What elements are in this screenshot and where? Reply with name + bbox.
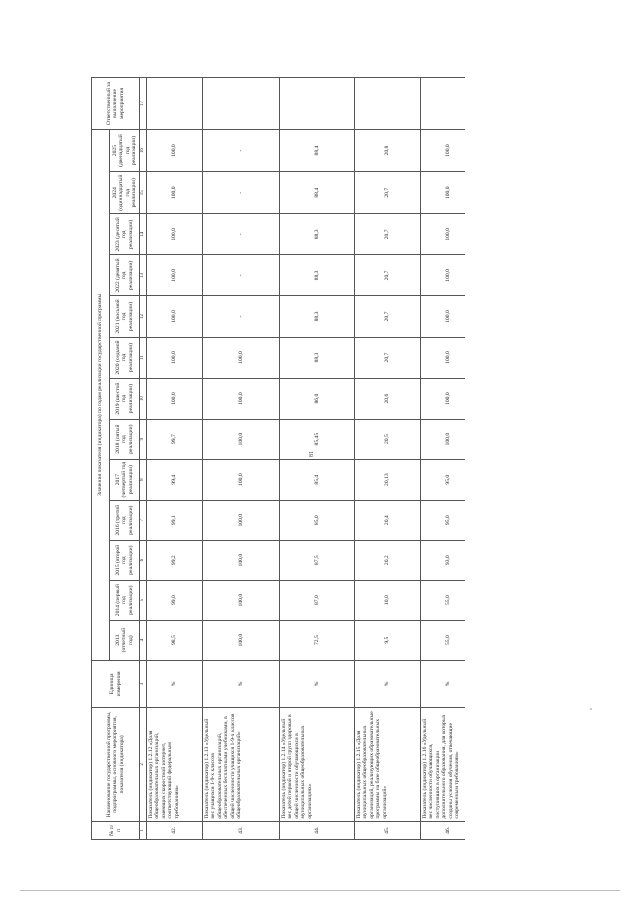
value-cell [421,78,466,130]
value-cell: 86,0 [280,378,355,419]
value-cell: - [203,129,280,171]
value-cell: 100,0 [147,378,203,419]
value-cell [355,78,421,130]
column-index: 16 [140,129,147,171]
year-header: 2016 (третий год реализации) [110,500,140,540]
value-cell: 88,4 [280,172,355,214]
value-cell: 10,0 [355,580,421,620]
value-cell: 100,0 [421,172,466,214]
value-cell: 20,7 [355,214,421,255]
value-cell: 99,2 [147,540,203,580]
value-cell: 100,0 [203,459,280,500]
year-header: 2019 (шестой год реализации) [110,378,140,419]
value-cell: 20,7 [355,337,421,378]
year-header: 2021 (восьмой год реализации) [110,296,140,337]
year-header: 2017 (четвертый год реализации) [110,459,140,500]
unit-cell: % [280,660,355,708]
value-cell: 55,0 [421,620,466,660]
unit-cell: % [421,660,466,708]
value-cell: - [203,296,280,337]
value-cell: 100,0 [147,172,203,214]
value-cell: 9,5 [355,620,421,660]
table-row [147,78,203,840]
year-header: 2018 (пятый год реализации) [110,419,140,459]
value-cell: 20,8 [355,129,421,171]
value-cell: 100,0 [421,337,466,378]
table-row [203,78,280,840]
row-number: 42. [147,821,203,839]
column-header: Ответственный за выполнение мероприятия [92,78,140,130]
value-cell: 20,7 [355,172,421,214]
value-cell: 20,5 [355,419,421,459]
table-row [355,78,421,840]
column-header: Единица измерения [92,660,140,708]
column-index: 14 [140,214,147,255]
column-index: 4 [140,620,147,660]
indicator-name: Показатель (индикатор) 1.2.16 «Удельный вес численности обучающихся, поступивших в организации дополнительного образования, для которых созданы условия обучения, отвечающие современным требованиям» [421,708,466,821]
value-cell: 85,0 [280,500,355,540]
bottom-rule [20,890,620,891]
value-cell: 100,0 [147,214,203,255]
value-cell: 100,0 [421,378,466,419]
value-cell: 99,0 [147,580,203,620]
value-cell: 20,6 [355,378,421,419]
value-cell: 100,0 [203,378,280,419]
year-header: 2014 (первый год реализации) [110,580,140,620]
page-number: 81 [309,451,315,457]
value-cell: 20,2 [355,540,421,580]
value-cell [147,78,203,130]
column-index: 5 [140,580,147,620]
unit-cell: % [355,660,421,708]
value-cell: 100,0 [421,129,466,171]
value-cell: 85,45 [280,419,355,459]
value-cell: 100,0 [203,540,280,580]
column-index: 12 [140,296,147,337]
value-cell: 72,5 [280,620,355,660]
indicator-table [91,77,465,840]
value-cell: 100,0 [147,296,203,337]
row-number: 46. [421,821,466,839]
indicator-name: Показатель (индикатор) 1.2.13 «Удельный вес учащихся 1-9-х классов общеобразовательных организаций, обеспеченных бесплатными учебниками, в общей численности учащихся 1-9-х классов общеобразовательных организаций» [203,708,280,821]
value-cell: - [203,172,280,214]
value-cell: 88,3 [280,255,355,296]
value-cell: 100,0 [203,580,280,620]
value-cell: 100,0 [203,419,280,459]
column-index: 10 [140,378,147,419]
column-index: 7 [140,500,147,540]
year-header: 2025 (двенадцатый год реализации) [110,129,140,171]
value-cell: 98,5 [147,620,203,660]
value-cell: 100,0 [203,620,280,660]
value-cell: 95,0 [421,500,466,540]
value-cell: 88,3 [280,296,355,337]
indicator-name: Показатель (индикатор) 1.2.12 «Доля общеобразовательных организаций, имеющих скоростной интернет, соответствующий федеральным требованиям» [147,708,203,821]
value-cell: 87,0 [280,580,355,620]
value-cell: 87,5 [280,540,355,580]
column-index: 15 [140,172,147,214]
value-cell: 93,0 [421,540,466,580]
value-cell: 20,7 [355,296,421,337]
column-index: 17 [140,78,147,130]
column-index: 13 [140,255,147,296]
unit-cell: % [203,660,280,708]
value-cell: 95,0 [421,459,466,500]
value-cell: 100,0 [421,296,466,337]
group-header: Значения показателя (индикатора) по годам реализации государственной программы [92,129,110,660]
value-cell [203,78,280,130]
column-index: 8 [140,459,147,500]
value-cell: 85,4 [280,459,355,500]
indicator-name: Показатель (индикатор) 1.2.14 «Удельный вес детей первой и второй групп здоровья в общей численности обучающихся в муниципальных общеобразовательных организациях» [280,708,355,821]
column-index: 6 [140,540,147,580]
column-index: 1 [140,821,147,839]
value-cell: 100,0 [421,214,466,255]
year-header: 2024 (одиннадцатый год реализации) [110,172,140,214]
column-index: 3 [140,660,147,708]
column-index: 2 [140,708,147,821]
value-cell: - [203,255,280,296]
table-row [421,78,466,840]
indicator-name: Показатель (индикатор) 1.2.15 «Доля муниципальных общеобразовательных организаций, реализующих образовательные программы на базе общеобразовательных организаций» [355,708,421,821]
value-cell: 20,7 [355,255,421,296]
value-cell: 99,1 [147,500,203,540]
value-cell: 100,0 [147,337,203,378]
row-number: 45. [355,821,421,839]
row-number: 44. [280,821,355,839]
column-index: 11 [140,337,147,378]
value-cell: 20,4 [355,500,421,540]
column-header: № п/п [92,821,140,839]
index-row [140,78,147,840]
unit-cell: % [147,660,203,708]
value-cell: 88,3 [280,337,355,378]
year-header: 2015 (второй год реализации) [110,540,140,580]
value-cell: 100,0 [203,500,280,540]
scan-speck [590,708,592,710]
value-cell: - [203,214,280,255]
value-cell: 99,7 [147,419,203,459]
value-cell [280,78,355,130]
year-header: 2020 (седьмой год реализации) [110,337,140,378]
value-cell: 100,0 [421,419,466,459]
value-cell: 100,0 [147,255,203,296]
value-cell: 20,13 [355,459,421,500]
value-cell: 88,4 [280,129,355,171]
table-row [280,78,355,840]
header-row-group [92,78,110,840]
value-cell: 100,0 [203,337,280,378]
row-number: 43. [203,821,280,839]
value-cell: 100,0 [147,129,203,171]
year-header: 2013 (отчетный год) [110,620,140,660]
column-header: Наименование государственной программы, подпрограммы, основного мероприятия, показателя (индикатора) [92,708,140,821]
value-cell: 99,4 [147,459,203,500]
value-cell: 88,3 [280,214,355,255]
table-container [91,77,465,840]
year-header: 2022 (девятый год реализации) [110,255,140,296]
column-index: 9 [140,419,147,459]
value-cell: 55,0 [421,580,466,620]
year-header: 2023 (десятый год реализации) [110,214,140,255]
value-cell: 100,0 [421,255,466,296]
